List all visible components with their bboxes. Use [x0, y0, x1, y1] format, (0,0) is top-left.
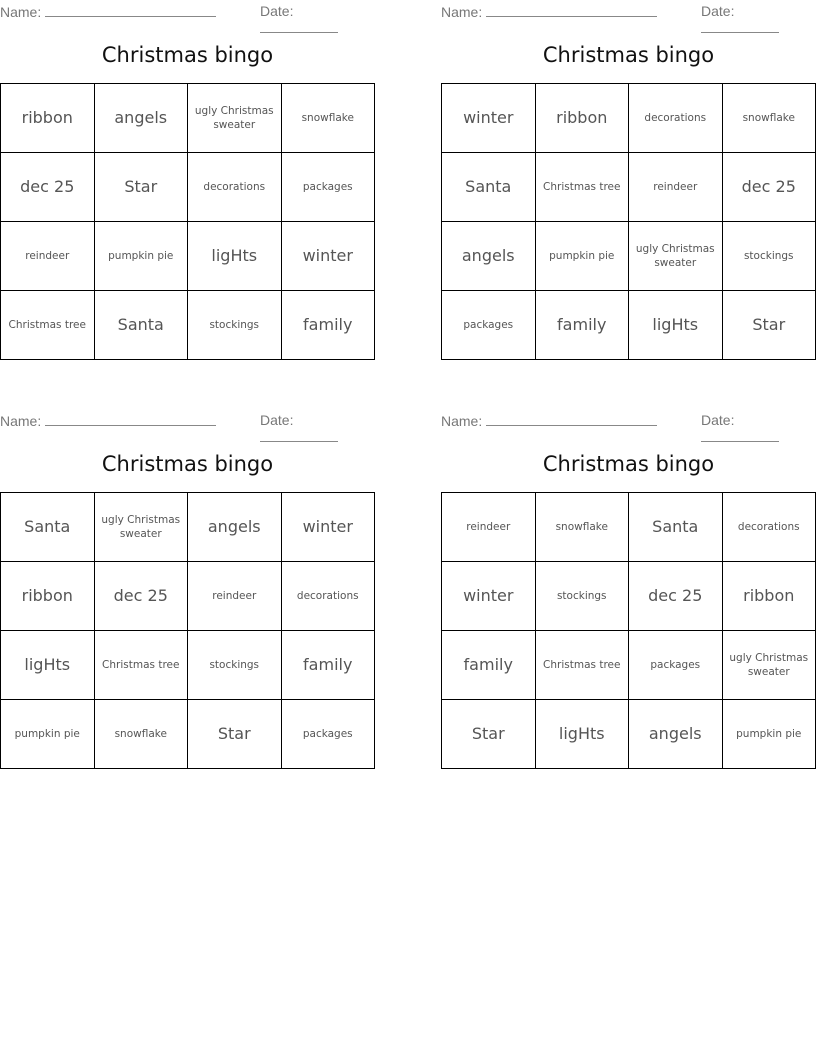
- bingo-cell[interactable]: Santa: [629, 493, 723, 562]
- bingo-cell[interactable]: ugly Christmas sweater: [94, 493, 188, 562]
- bingo-cell[interactable]: ugly Christmas sweater: [722, 631, 816, 700]
- bingo-cell[interactable]: winter: [281, 222, 375, 291]
- bingo-cell[interactable]: reindeer: [629, 153, 723, 222]
- date-field[interactable]: [260, 3, 375, 36]
- bingo-cell[interactable]: reindeer: [1, 222, 95, 291]
- bingo-cell[interactable]: Santa: [442, 153, 536, 222]
- name-line: [45, 3, 216, 17]
- grid-row: [1, 84, 375, 153]
- date-field[interactable]: [701, 412, 816, 445]
- date-line: [701, 19, 779, 33]
- name-field[interactable]: [0, 3, 216, 20]
- bingo-cell[interactable]: Santa: [94, 291, 188, 360]
- bingo-cell[interactable]: stockings: [535, 562, 629, 631]
- name-line: [486, 3, 657, 17]
- name-date-header: [0, 0, 375, 20]
- bingo-cell[interactable]: snowflake: [94, 700, 188, 769]
- name-label: Name:: [0, 4, 42, 20]
- date-line: [260, 428, 338, 442]
- bingo-cell[interactable]: Santa: [1, 493, 95, 562]
- bingo-cell[interactable]: reindeer: [442, 493, 536, 562]
- bingo-cell[interactable]: stockings: [722, 222, 816, 291]
- bingo-cell[interactable]: ribbon: [722, 562, 816, 631]
- date-line: [260, 19, 338, 33]
- date-label: Date:: [260, 3, 294, 19]
- bingo-cell[interactable]: dec 25: [629, 562, 723, 631]
- bingo-cell[interactable]: reindeer: [188, 562, 282, 631]
- bingo-cell[interactable]: packages: [442, 291, 536, 360]
- bingo-cell[interactable]: snowflake: [535, 493, 629, 562]
- grid-row: [442, 222, 816, 291]
- card-title: Christmas bingo: [542, 452, 715, 476]
- name-label: Name:: [441, 4, 483, 20]
- bingo-cell[interactable]: snowflake: [722, 84, 816, 153]
- grid-row: [442, 562, 816, 631]
- bingo-cell[interactable]: ligHts: [535, 700, 629, 769]
- bingo-cell[interactable]: pumpkin pie: [535, 222, 629, 291]
- date-label: Date:: [701, 3, 735, 19]
- grid-row: [1, 222, 375, 291]
- bingo-grid: [441, 492, 816, 769]
- bingo-cell[interactable]: Christmas tree: [535, 631, 629, 700]
- name-label: Name:: [441, 413, 483, 429]
- bingo-cell[interactable]: ligHts: [188, 222, 282, 291]
- bingo-cell[interactable]: family: [442, 631, 536, 700]
- name-line: [45, 412, 216, 426]
- bingo-cell[interactable]: Christmas tree: [94, 631, 188, 700]
- name-line: [486, 412, 657, 426]
- bingo-cell[interactable]: decorations: [722, 493, 816, 562]
- card-title: Christmas bingo: [101, 43, 274, 67]
- bingo-cell[interactable]: decorations: [281, 562, 375, 631]
- grid-row: [1, 631, 375, 700]
- bingo-cell[interactable]: snowflake: [281, 84, 375, 153]
- grid-row: [1, 562, 375, 631]
- grid-row: [442, 631, 816, 700]
- bingo-grid: [0, 83, 375, 360]
- bingo-cell[interactable]: packages: [629, 631, 723, 700]
- grid-row: [1, 700, 375, 769]
- grid-row: [442, 700, 816, 769]
- bingo-cell[interactable]: winter: [281, 493, 375, 562]
- bingo-cell[interactable]: winter: [442, 84, 536, 153]
- bingo-cell[interactable]: winter: [442, 562, 536, 631]
- date-line: [701, 428, 779, 442]
- bingo-cell[interactable]: angels: [94, 84, 188, 153]
- name-field[interactable]: [441, 3, 657, 20]
- bingo-cell[interactable]: packages: [281, 700, 375, 769]
- name-label: Name:: [0, 413, 42, 429]
- date-field[interactable]: [260, 412, 375, 445]
- bingo-cell[interactable]: ligHts: [629, 291, 723, 360]
- bingo-grid: [441, 83, 816, 360]
- bingo-cell[interactable]: ligHts: [1, 631, 95, 700]
- name-date-header: [441, 409, 816, 429]
- bingo-cell[interactable]: ribbon: [1, 562, 95, 631]
- grid-row: [1, 291, 375, 360]
- bingo-cell[interactable]: Christmas tree: [1, 291, 95, 360]
- name-date-header: [441, 0, 816, 20]
- name-field[interactable]: [441, 412, 657, 429]
- bingo-cell[interactable]: pumpkin pie: [1, 700, 95, 769]
- card-title: Christmas bingo: [542, 43, 715, 67]
- bingo-cell[interactable]: angels: [442, 222, 536, 291]
- bingo-cell[interactable]: family: [535, 291, 629, 360]
- date-label: Date:: [701, 412, 735, 428]
- grid-row: [442, 291, 816, 360]
- bingo-cell[interactable]: family: [281, 291, 375, 360]
- bingo-cell[interactable]: Christmas tree: [535, 153, 629, 222]
- date-field[interactable]: [701, 3, 816, 36]
- grid-row: [442, 493, 816, 562]
- bingo-cell[interactable]: Star: [442, 700, 536, 769]
- bingo-cell[interactable]: ugly Christmas sweater: [188, 84, 282, 153]
- bingo-cell[interactable]: Star: [94, 153, 188, 222]
- bingo-cell[interactable]: dec 25: [722, 153, 816, 222]
- grid-row: [1, 153, 375, 222]
- name-field[interactable]: [0, 412, 216, 429]
- bingo-cell[interactable]: stockings: [188, 631, 282, 700]
- bingo-cell[interactable]: ribbon: [535, 84, 629, 153]
- grid-row: [442, 153, 816, 222]
- bingo-cell[interactable]: dec 25: [1, 153, 95, 222]
- bingo-cell[interactable]: pumpkin pie: [94, 222, 188, 291]
- card-title: Christmas bingo: [101, 452, 274, 476]
- name-date-header: [0, 409, 375, 429]
- bingo-cell[interactable]: decorations: [188, 153, 282, 222]
- bingo-cell[interactable]: decorations: [629, 84, 723, 153]
- grid-row: [1, 493, 375, 562]
- date-label: Date:: [260, 412, 294, 428]
- bingo-cell[interactable]: pumpkin pie: [722, 700, 816, 769]
- bingo-cell[interactable]: packages: [281, 153, 375, 222]
- bingo-cell[interactable]: angels: [629, 700, 723, 769]
- bingo-cell[interactable]: Star: [722, 291, 816, 360]
- bingo-cell[interactable]: Star: [188, 700, 282, 769]
- bingo-grid: [0, 492, 375, 769]
- bingo-cell[interactable]: angels: [188, 493, 282, 562]
- bingo-cell[interactable]: dec 25: [94, 562, 188, 631]
- bingo-cell[interactable]: ugly Christmas sweater: [629, 222, 723, 291]
- bingo-cell[interactable]: stockings: [188, 291, 282, 360]
- bingo-cell[interactable]: ribbon: [1, 84, 95, 153]
- bingo-cell[interactable]: family: [281, 631, 375, 700]
- grid-row: [442, 84, 816, 153]
